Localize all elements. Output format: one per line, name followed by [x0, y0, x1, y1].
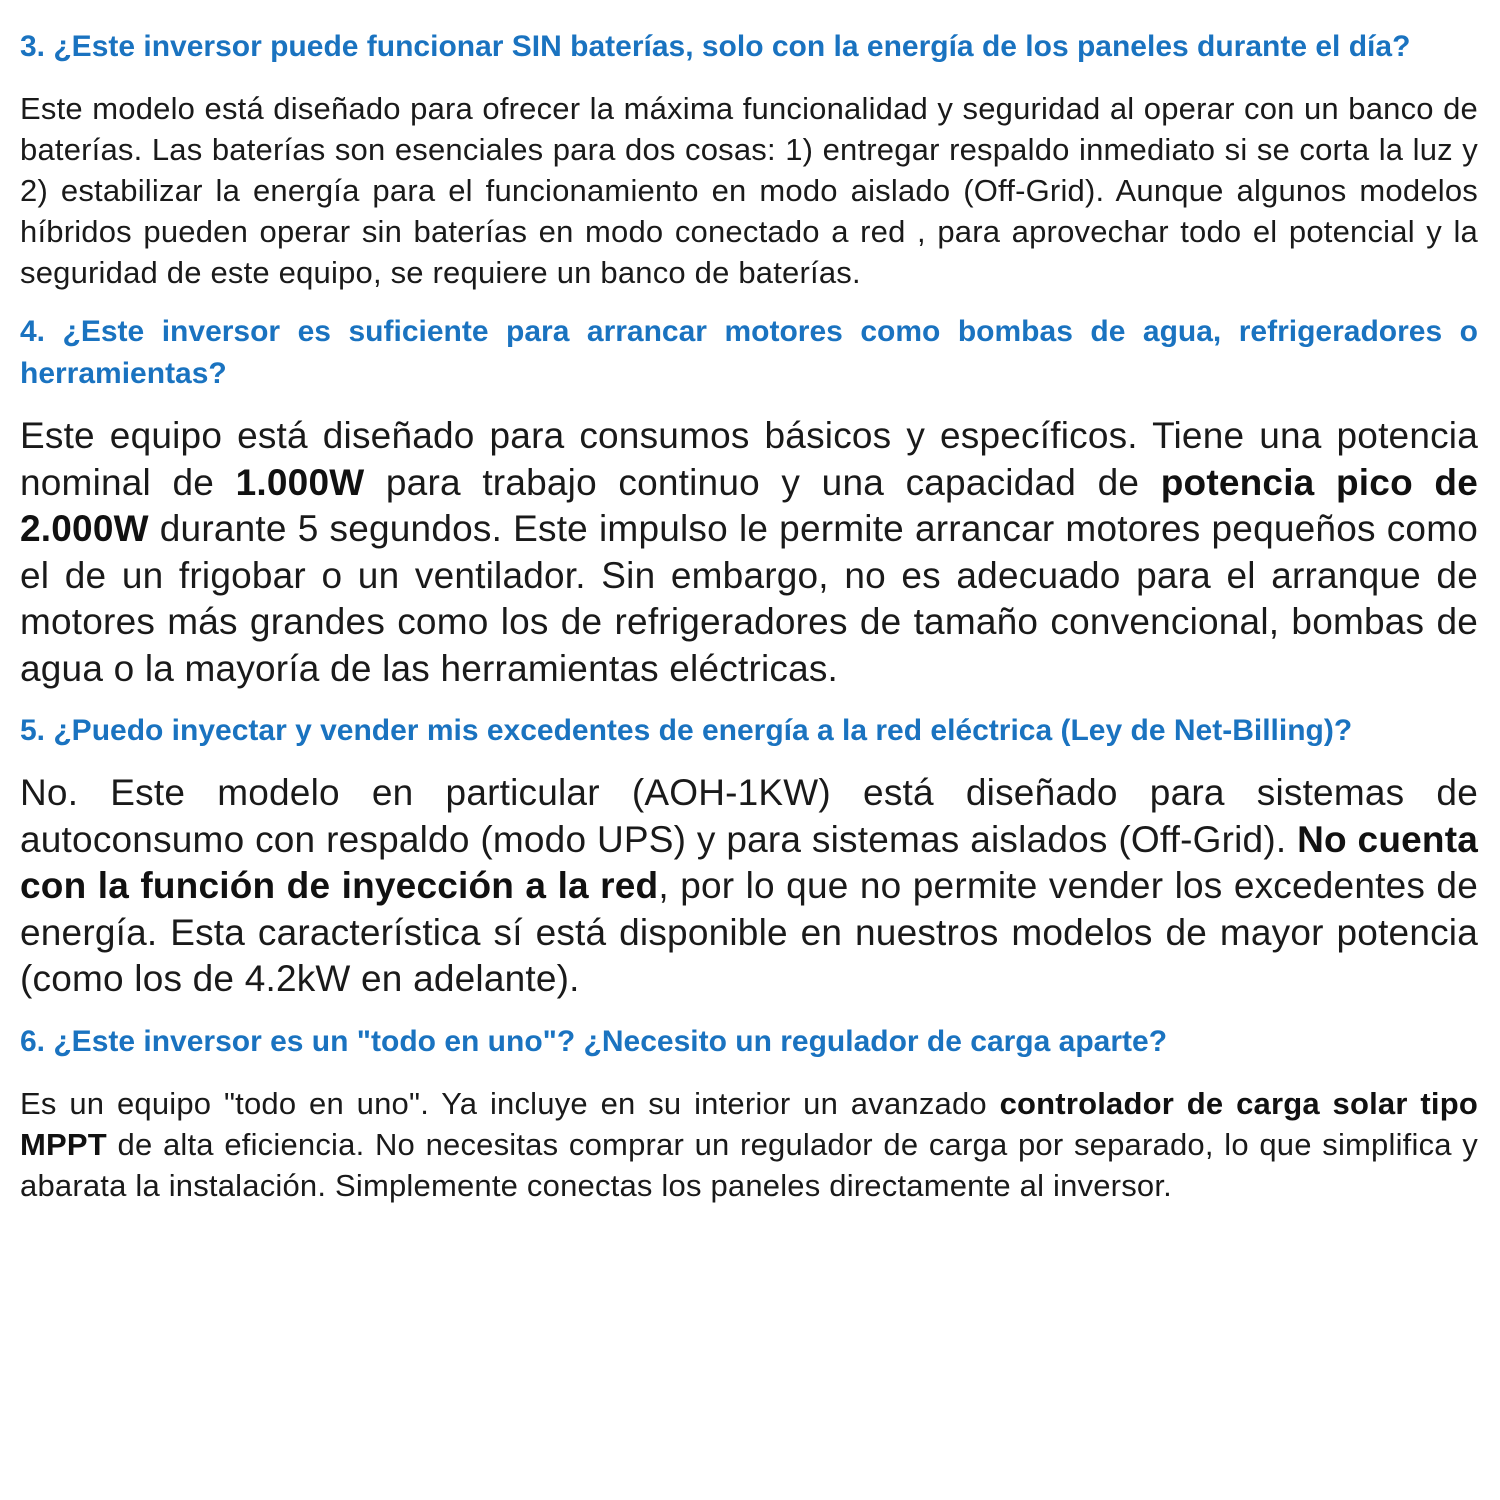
answer-text: , por lo que no permite vender los excedentes de energía. Esta característica sí está disponible en nuestros modelos de mayor potencia (como los de 4.2kW en adelante).: [20, 865, 1478, 999]
answer-text: durante 5 segundos. Este impulso le permite arrancar motores pequeños como el de un frigobar o un ventilador. Sin embargo, no es adecuado para el arranque de motores más grandes como los de refrigeradores de tamaño convencional, bombas de agua o la mayoría de las herramientas eléctricas.: [20, 508, 1478, 689]
faq-question-4: 4. ¿Este inversor es suficiente para arrancar motores como bombas de agua, refrigeradores o herramientas?: [20, 315, 1478, 390]
faq-answer-3: [20, 88, 1478, 293]
answer-text: Es un equipo "todo en uno". Ya incluye en su interior un avanzado: [20, 1085, 1000, 1121]
answer-emphasis: 1.000W: [235, 461, 365, 503]
faq-answer-4: [20, 413, 1478, 692]
answer-emphasis: No cuenta con la función de inyección a la red: [20, 818, 1478, 906]
faq-answer-6: [20, 1083, 1478, 1206]
faq-question-5: 5. ¿Puedo inyectar y vender mis excedentes de energía a la red eléctrica (Ley de Net-Billing)?: [20, 714, 1353, 747]
faq-question-3: 3. ¿Este inversor puede funcionar SIN baterías, solo con la energía de los paneles durante el día?: [20, 30, 1411, 63]
answer-emphasis: potencia pico de 2.000W: [20, 461, 1478, 549]
answer-text: No. Este modelo en particular (AOH-1KW) está diseñado para sistemas de autoconsumo con respaldo (modo UPS) y para sistemas aislados (Off-Grid).: [20, 772, 1478, 860]
faq-document: [20, 26, 1478, 1206]
answer-text: para trabajo continuo y una capacidad de: [364, 461, 1161, 503]
faq-answer-5: [20, 770, 1478, 1003]
answer-text: Este modelo está diseñado para ofrecer la máxima funcionalidad y seguridad al operar con un banco de baterías. Las baterías son esenciales para dos cosas: 1) entregar respaldo inmediato si se corta la luz y 2) estabilizar la energía para el funcionamiento en modo aislado (Off-Grid). Aunque algunos modelos híbridos pueden operar sin baterías en modo conectado a red , para aprovechar todo el potencial y la seguridad de este equipo, se requiere un banco de baterías.: [20, 91, 1478, 290]
faq-question-6: 6. ¿Este inversor es un "todo en uno"? ¿Necesito un regulador de carga aparte?: [20, 1024, 1168, 1058]
answer-emphasis: controlador de carga solar tipo MPPT: [20, 1085, 1478, 1162]
answer-text: Este equipo está diseñado para consumos básicos y específicos. Tiene una potencia nominal de: [20, 415, 1478, 503]
answer-text: de alta eficiencia. No necesitas comprar un regulador de carga por separado, lo que simplifica y abarata la instalación. Simplemente conectas los paneles directamente al inversor.: [20, 1126, 1478, 1203]
